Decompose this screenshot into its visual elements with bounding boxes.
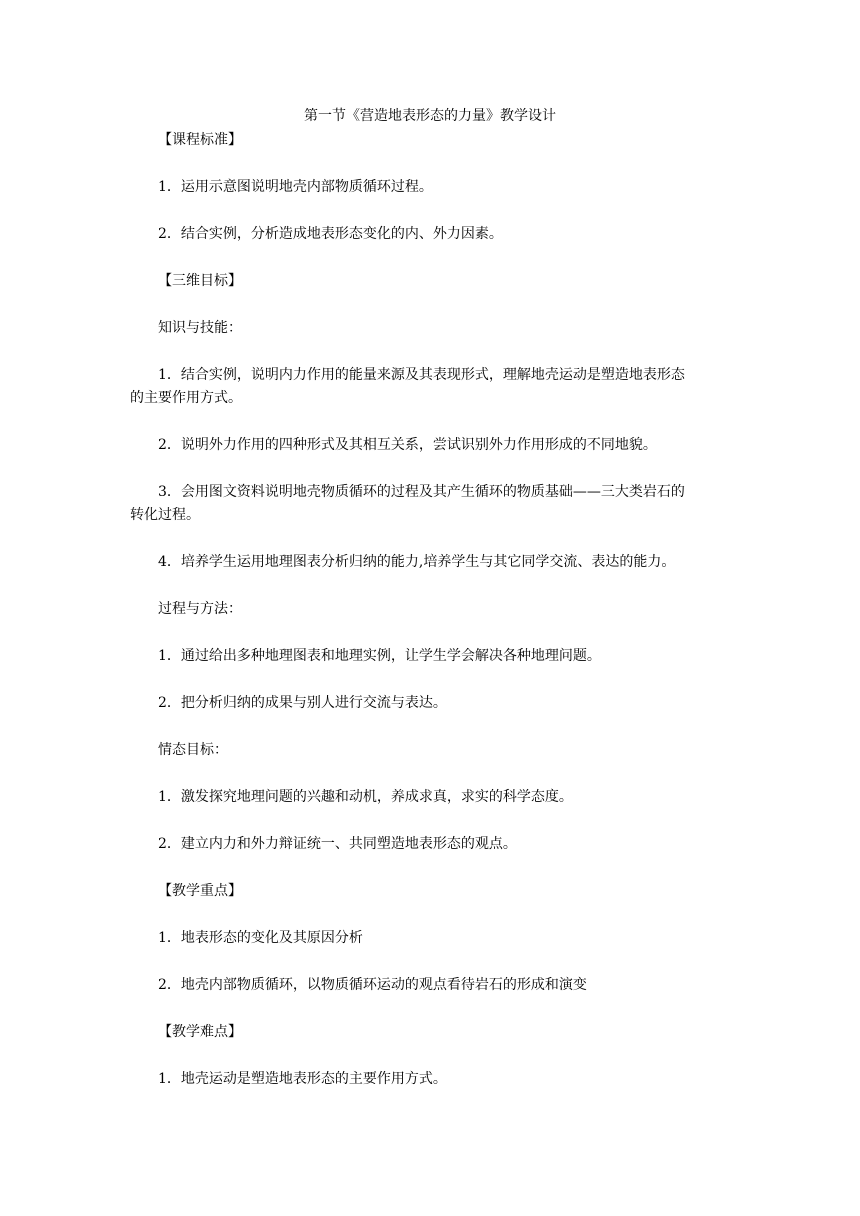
emotion-item-2: 2．建立内力和外力辩证统一、共同塑造地表形态的观点。 <box>158 836 517 852</box>
curriculum-item-1: 1．运用示意图说明地壳内部物质循环过程。 <box>158 179 433 195</box>
knowledge-item-1-cont: 的主要作用方式。 <box>130 390 242 406</box>
knowledge-item-1: 1．结合实例，说明内力作用的能量来源及其表现形式，理解地壳运动是塑造地表形态 <box>158 367 685 383</box>
knowledge-label: 知识与技能： <box>158 320 242 336</box>
knowledge-item-2: 2．说明外力作用的四种形式及其相互关系，尝试识别外力作用形成的不同地貌。 <box>158 437 657 453</box>
knowledge-item-3-cont: 转化过程。 <box>130 507 200 523</box>
key-point-item-1: 1．地表形态的变化及其原因分析 <box>158 930 363 946</box>
heading-key-points: 【教学重点】 <box>158 883 242 899</box>
heading-difficulties: 【教学难点】 <box>158 1024 242 1040</box>
process-label: 过程与方法： <box>158 601 242 617</box>
knowledge-item-4: 4．培养学生运用地理图表分析归纳的能力,培养学生与其它同学交流、表达的能力。 <box>158 554 676 570</box>
heading-three-dim-goals: 【三维目标】 <box>158 273 242 289</box>
document-title: 第一节《营造地表形态的力量》教学设计 <box>304 108 556 124</box>
emotion-item-1: 1．激发探究地理问题的兴趣和动机，养成求真，求实的科学态度。 <box>158 789 573 805</box>
difficulty-item-1: 1．地壳运动是塑造地表形态的主要作用方式。 <box>158 1071 447 1087</box>
process-item-2: 2．把分析归纳的成果与别人进行交流与表达。 <box>158 695 447 711</box>
knowledge-item-3: 3．会用图文资料说明地壳物质循环的过程及其产生循环的物质基础——三大类岩石的 <box>158 484 685 500</box>
curriculum-item-2: 2．结合实例，分析造成地表形态变化的内、外力因素。 <box>158 226 503 242</box>
emotion-label: 情态目标： <box>158 742 228 758</box>
process-item-1: 1．通过给出多种地理图表和地理实例，让学生学会解决各种地理问题。 <box>158 648 601 664</box>
key-point-item-2: 2．地壳内部物质循环，以物质循环运动的观点看待岩石的形成和演变 <box>158 977 587 993</box>
heading-curriculum-standard: 【课程标准】 <box>158 132 242 148</box>
